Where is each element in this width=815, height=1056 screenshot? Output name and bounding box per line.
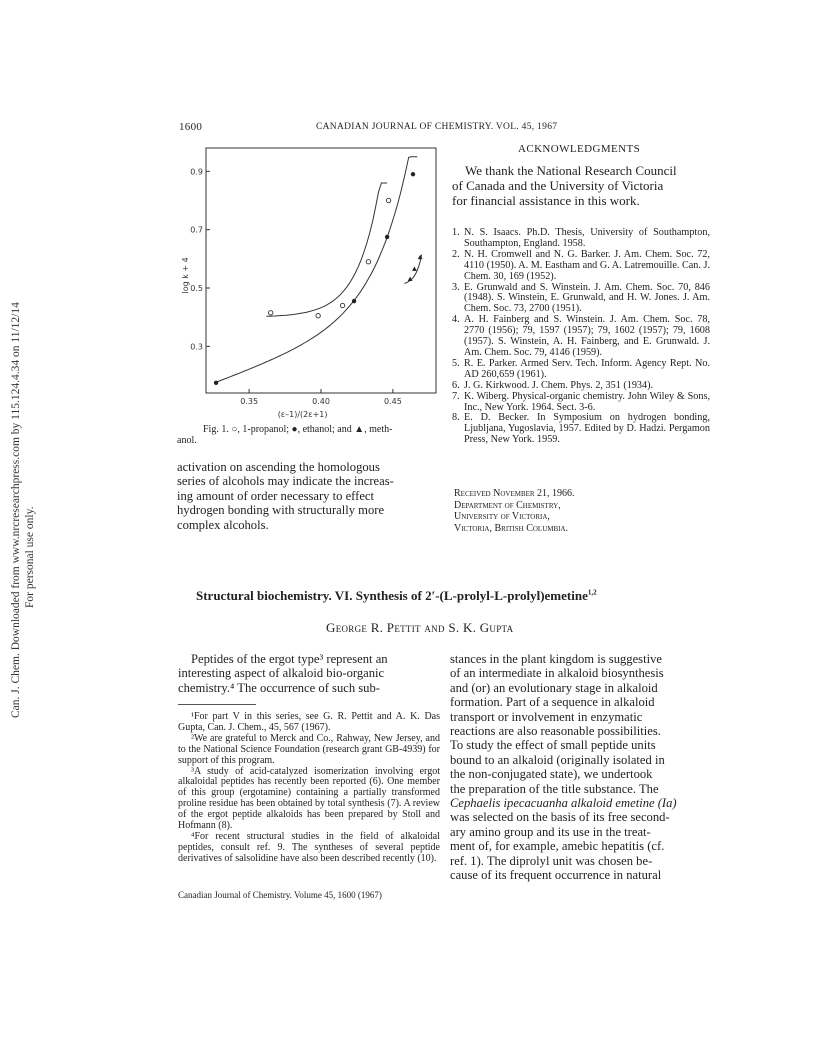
text-line: chemistry.⁴ The occurrence of such sub- <box>178 680 380 695</box>
footnote-item: ²We are grateful to Merck and Co., Rahway, New Jersey, and to the National Science Foundation (research grant GB-4939) for support of this program. <box>178 732 440 766</box>
footnote-item: ⁴For recent structural studies in the field of alkaloidal peptides, consult ref. 9. The syntheses of several peptide derivatives of salsolidine have also been described recently (10). <box>178 830 440 864</box>
propanol-point <box>316 314 320 318</box>
text-line: of an intermediate in alkaloid biosynthesis <box>450 666 664 681</box>
text-line: Cephaelis ipecacuanha alkaloid emetine (Ia) <box>450 796 677 811</box>
reference-text: R. E. Parker. Armed Serv. Tech. Inform. Agency Rept. No. AD 260,659 (1961). <box>464 357 710 380</box>
page-number: 1600 <box>179 121 203 133</box>
text-line: formation. Part of a sequence in alkaloid <box>450 695 655 710</box>
left-continuation <box>177 460 439 532</box>
text-line: stances in the plant kingdom is suggestive <box>450 652 662 666</box>
y-tick-label: 0.7 <box>190 225 203 235</box>
reference-item <box>452 228 710 250</box>
reference-number: 8. <box>452 412 460 424</box>
propanol-point <box>268 311 272 315</box>
acknowledgments-text <box>452 163 711 208</box>
reference-number: 6. <box>452 379 460 391</box>
text-line: transport or involvement in enzymatic <box>450 709 643 724</box>
received-date: Received November 21, 1966. <box>454 488 575 499</box>
article-title <box>196 588 597 604</box>
reference-item <box>452 315 710 359</box>
received-block <box>454 488 575 534</box>
reference-item <box>452 283 710 316</box>
propanol-curve <box>266 183 387 316</box>
reference-item <box>452 250 710 283</box>
title-footnote-marks: 1,2 <box>587 588 597 597</box>
text-line: the non-conjugated state), we undertook <box>450 767 653 782</box>
caption-line-2: anol. <box>177 435 197 446</box>
text-line: Peptides of the ergot type³ represent an <box>191 652 388 666</box>
university: University of Victoria, <box>454 511 550 522</box>
x-tick-label: 0.40 <box>312 397 330 406</box>
text-line: was selected on the basis of its free second- <box>450 810 670 825</box>
reference-text: J. G. Kirkwood. J. Chem. Phys. 2, 351 (1934). <box>464 379 654 391</box>
footnote-rule <box>178 704 256 705</box>
text-line: ary amino group and its use in the treat- <box>450 824 651 839</box>
reference-text: K. Wiberg. Physical-organic chemistry. John Wiley & Sons, Inc., New York. 1964. Sect. 3-6. <box>464 390 710 413</box>
text-line: the preparation of the title substance. The <box>450 781 659 796</box>
authors: George R. Pettit and S. K. Gupta <box>326 620 514 635</box>
reference-text: N. H. Cromwell and N. G. Barker. J. Am. Chem. Soc. 72, 4110 (1950). A. M. Eastham and G. A. Latremouille. Can. J. Chem. 30, 169 (1952). <box>464 248 710 282</box>
department: Department of Chemistry, <box>454 499 561 511</box>
reference-item <box>452 413 710 446</box>
running-head: CANADIAN JOURNAL OF CHEMISTRY. VOL. 45, 1967 <box>316 122 558 132</box>
ethanol-point <box>385 235 389 239</box>
figure-caption <box>177 424 443 446</box>
text-line: hydrogen bonding with structurally more <box>177 503 385 518</box>
footnote-item: ³A study of acid-catalyzed isomerization involving ergot alkaloidal peptides has recently been reported (6). One member of this group (ergotamine) containing a partially transformed proline residue has been obtained by total synthesis (7). A review of the ergot peptide alkaloids has been prepared by Stoll and Hofmann (8). <box>178 765 440 832</box>
reference-number: 2. <box>452 248 460 260</box>
journal-footer: Canadian Journal of Chemistry. Volume 45, 1600 (1967) <box>178 890 382 900</box>
methanol-point <box>412 266 417 270</box>
text-line: bound to an alkaloid (originally isolated in <box>450 752 665 767</box>
text-line: ing amount of order necessary to effect <box>177 488 374 503</box>
location: Victoria, British Columbia. <box>454 522 569 534</box>
reference-number: 7. <box>452 390 460 402</box>
reference-number: 1. <box>452 227 460 238</box>
reference-text: N. S. Isaacs. Ph.D. Thesis, University of Southampton, Southampton, England. 1958. <box>464 227 710 249</box>
text-line: interesting aspect of alkaloid bio-organic <box>178 666 385 681</box>
acknowledgments-heading: ACKNOWLEDGMENTS <box>518 143 641 155</box>
personal-use-note: For personal use only. <box>24 506 36 608</box>
title-text: Structural biochemistry. VI. Synthesis of 2′-(L-prolyl-L-prolyl)emetine <box>196 588 588 603</box>
margin-note <box>0 0 38 1056</box>
y-tick-label: 0.5 <box>190 284 203 293</box>
x-tick-label: 0.35 <box>240 397 259 406</box>
plot-frame <box>206 148 436 393</box>
reference-number: 5. <box>452 357 460 369</box>
references-list <box>452 228 710 446</box>
text-line: ment of, for example, amebic hepatitis (cf. <box>450 839 665 854</box>
text-line: To study the effect of small peptide units <box>450 738 656 753</box>
reference-text: E. Grunwald and S. Winstein. J. Am. Chem. Soc. 70, 846 (1948). S. Winstein, E. Grunwald, and H. W. Jones. J. Am. Chem. Soc. 73, 2700 (1951). <box>464 281 710 315</box>
ethanol-curve <box>216 157 417 382</box>
caption-line-1: Fig. 1. ○, 1-propanol; ●, ethanol; and ▲, meth- <box>203 424 393 435</box>
propanol-point <box>386 198 390 202</box>
text-line: ref. 1). The diprolyl unit was chosen be- <box>450 853 653 868</box>
text-line: reactions are also reasonable possibilities. <box>450 724 661 739</box>
reference-number: 3. <box>452 281 460 293</box>
ethanol-point <box>352 299 356 303</box>
text-line: complex alcohols. <box>177 517 269 532</box>
text-line: for financial assistance in this work. <box>452 193 640 208</box>
reference-text: A. H. Fainberg and S. Winstein. J. Am. Chem. Soc. 78, 2770 (1956); 79, 1597 (1957); 79, 1602 (1957); 79, 1608 (1957). S. Winstein, A. H. Fainberg, and E. Grunwald. J. Am. Chem. Soc. 79, 4146 (1959). <box>464 314 710 358</box>
x-axis-label: (ε–1)/(2ε+1) <box>277 410 328 419</box>
x-tick-label: 0.45 <box>383 397 402 406</box>
reference-text: E. D. Becker. In Symposium on hydrogen bonding, Ljubljana, Yugoslavia, 1957. Edited by D. Hadzi. Pergamon Press, New York. 1959. <box>464 412 710 446</box>
body-right <box>450 652 712 883</box>
y-axis-label: log k + 4 <box>181 257 190 294</box>
reference-item <box>452 359 710 381</box>
propanol-point <box>340 303 344 307</box>
text-line: cause of its frequent occurrence in natural <box>450 868 662 883</box>
download-note: Can. J. Chem. Downloaded from www.nrcresearchpress.com by 115.124.4.34 on 11/12/14 <box>10 302 22 718</box>
text-line: of Canada and the University of Victoria <box>452 178 664 193</box>
ethanol-point <box>411 172 415 176</box>
y-tick-label: 0.3 <box>190 342 203 352</box>
reference-item <box>452 392 710 414</box>
text-line: activation on ascending the homologous <box>177 460 380 474</box>
ethanol-point <box>214 381 218 385</box>
figure-1-chart <box>180 140 445 420</box>
text-line: series of alcohols may indicate the increas- <box>177 474 394 489</box>
body-left <box>178 652 440 695</box>
footnote-item: ¹For part V in this series, see G. R. Pettit and A. K. Das Gupta, Can. J. Chem., 45, 567 (1967). <box>178 711 440 733</box>
text-line: We thank the National Research Council <box>465 163 677 178</box>
footnotes <box>178 712 440 865</box>
propanol-point <box>366 260 370 264</box>
y-tick-label: 0.9 <box>190 167 203 177</box>
reference-number: 4. <box>452 314 460 326</box>
text-line: and (or) an evolutionary stage in alkaloid <box>450 680 658 695</box>
